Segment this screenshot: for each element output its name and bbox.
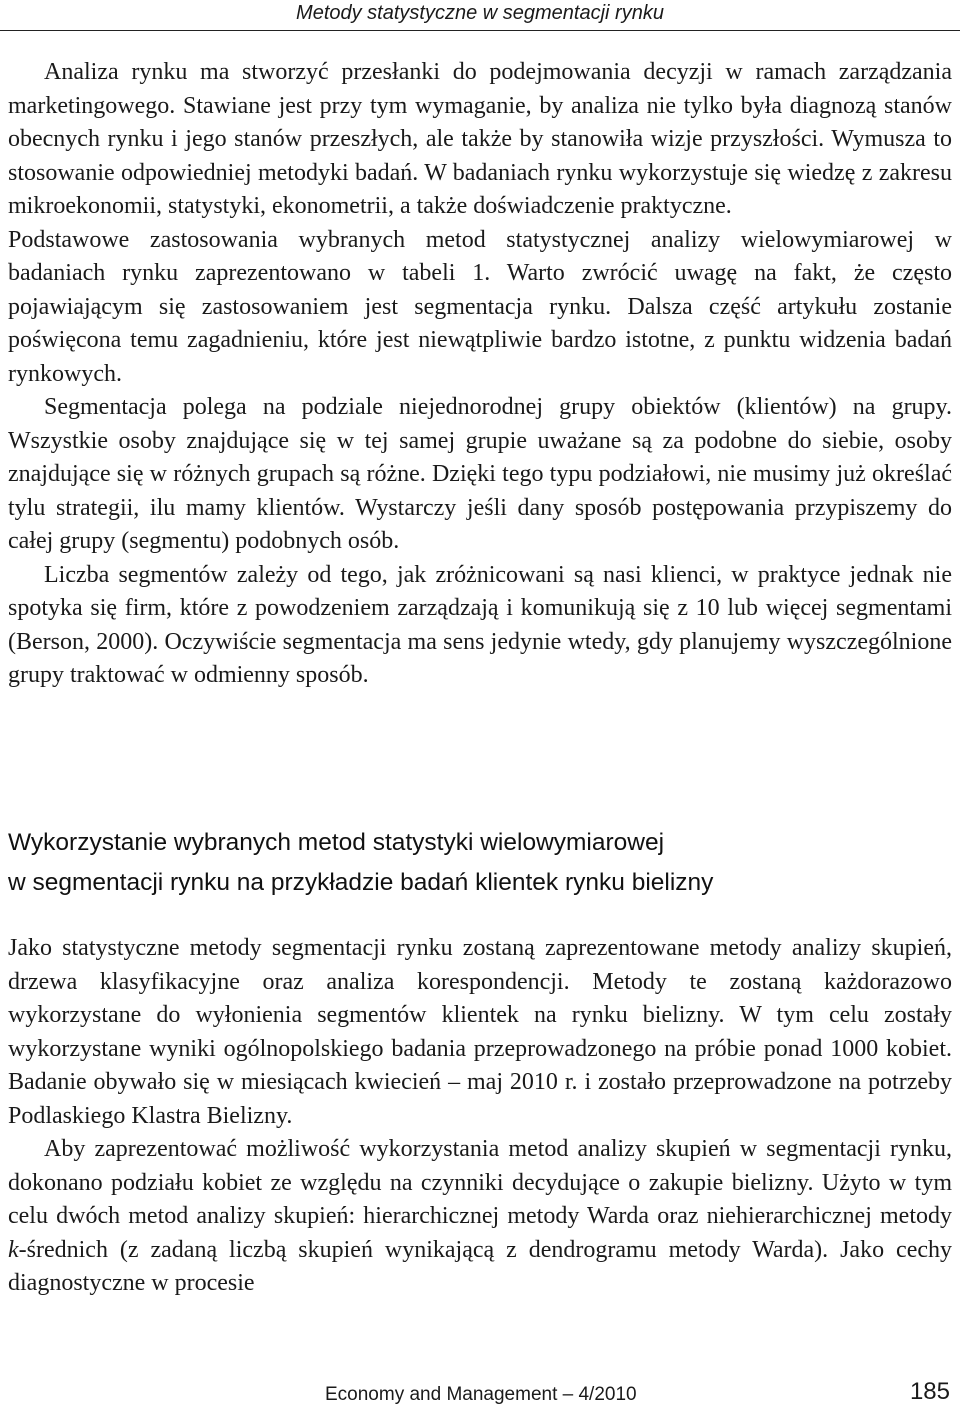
section-body-text (8, 932, 952, 1301)
paragraph: Podstawowe zastosowania wybranych metod statystycznej analizy wielowymiarowej w badaniach rynku zaprezentowano w tabeli 1. Warto zwrócić uwagę na fakt, że często pojawiającym się zastosowaniem jest segmentacja rynku. Dalsza część artykułu zostanie poświęcona temu zagadnieniu, które jest niewątpliwie bardzo istotne, z punktu widzenia badań rynkowych. (8, 226, 952, 387)
body-text (8, 56, 952, 693)
paragraph: Segmentacja polega na podziale niejednorodnej grupy obiektów (klientów) na grupy. Wszystkie osoby znajdujące się w tej samej grupie uważane są za podobne do siebie, osoby znajdujące się w różnych grupach są różne. Dzięki tego typu podziałowi, nie musimy już określać tylu strategii, ilu mamy klientów. Wystarczy jeśli dany sposób postępowania przypiszemy do całej grupy (segmentu) podobnych osób. (8, 394, 952, 554)
page-number: 185 (909, 1378, 950, 1405)
section-heading (8, 823, 952, 903)
page-footer (0, 1378, 960, 1414)
k-variable: k (8, 1236, 19, 1263)
paragraph: Liczba segmentów zależy od tego, jak zróżnicowani są nasi klienci, w praktyce jednak nie spotyka się firm, które z powodzeniem zarządzają i komunikują się z 10 lub więcej segmentami (Berson, 2000). Oczywiście segmentacja ma sens jedynie wtedy, gdy planujemy wyszczególnione grupy traktować w odmienny sposób. (8, 561, 952, 688)
paragraph: Analiza rynku ma stworzyć przesłanki do podejmowania decyzji w ramach zarządzania marketingowego. Stawiane jest przy tym wymaganie, by analiza nie tylko była diagnozą stanów obecnych rynku i jego stanów przeszłych, ale także by stanowiła wizje przyszłości. Wymusza to stosowanie odpowiedniej metodyki badań. W badaniach rynku wykorzystuje się wiedzę z zakresu mikroekonomii, statystyki, ekonometrii, a także doświadczenie praktyczne. (8, 59, 952, 219)
paragraph: Jako statystyczne metody segmentacji rynku zostaną zaprezentowane metody analizy skupień, drzewa klasyfikacyjne oraz analiza korespondencji. Metody te zostaną każdorazowo wykorzystane do wyłonienia segmentów klientek na rynku bielizny. W tym celu zostały wykorzystane wyniki ogólnopolskiego badania przeprowadzonego na próbie ponad 1000 kobiet. Badanie obywało się w miesiącach kwiecień – maj 2010 r. i zostało przeprowadzone na potrzeby Podlaskiego Klastra Bielizny. (8, 935, 952, 1129)
paragraph-text: Aby zaprezentować możliwość wykorzystania metod analizy skupień w segmentacji rynku, dokonano podziału kobiet ze względu na czynniki decydujące o zakupie bielizny. Użyto w tym celu dwóch metod analizy skupień: hierarchicznej metody Warda oraz niehierarchicznej metody (8, 1136, 952, 1229)
section-heading-line: Wykorzystanie wybranych metod statystyki wielowymiarowej (8, 829, 665, 856)
paragraph (8, 1133, 952, 1301)
paragraph-text: -średnich (z zadaną liczbą skupień wynikającą z dendrogramu metody Warda). Jako cechy diagnostyczne w procesie (8, 1236, 952, 1296)
section-heading-line: w segmentacji rynku na przykładzie badań klientek rynku bielizny (8, 869, 714, 896)
journal-name: Economy and Management – 4/2010 (325, 1384, 637, 1405)
running-title: Metody statystyczne w segmentacji rynku (296, 2, 664, 24)
running-header (0, 0, 960, 31)
